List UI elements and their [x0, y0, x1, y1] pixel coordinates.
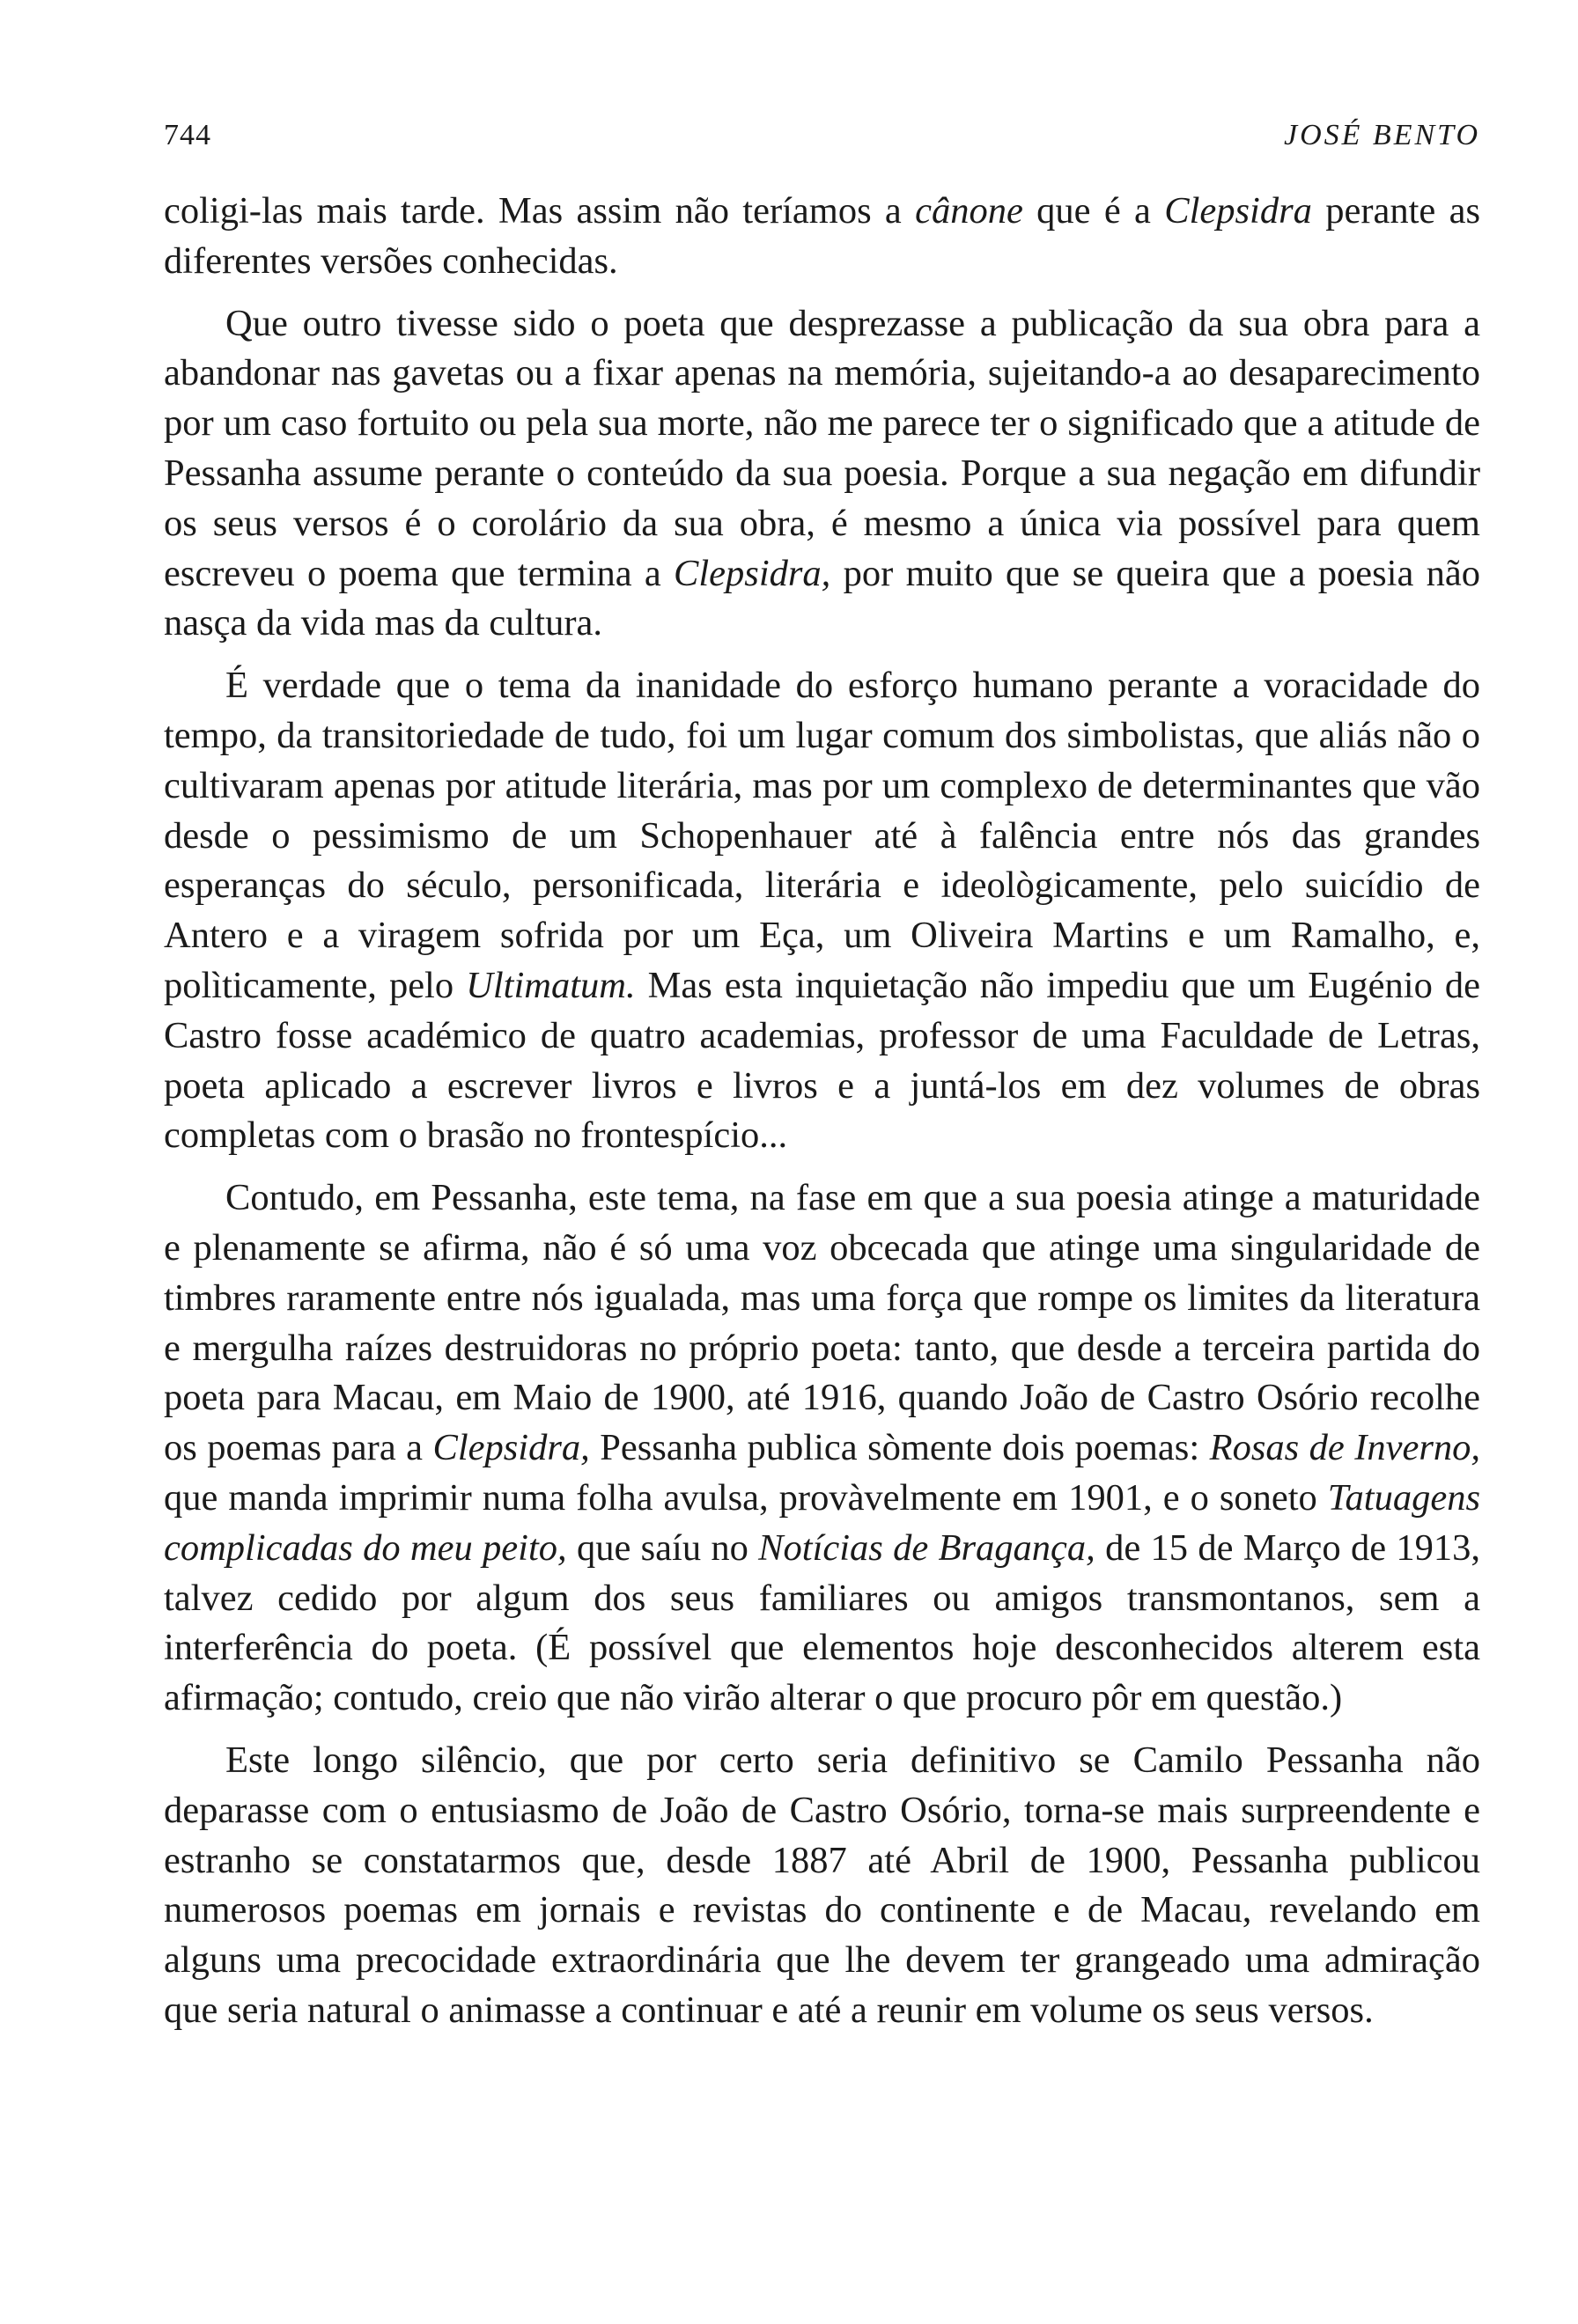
text-run: Este longo silêncio, que por certo seria definitivo se Camilo Pessanha não deparasse com o entusiasmo de João de Castro Osório, torna-se mais surpreendente e estranho se constatarmos que, desde 1887 até Abril de 1900, Pessanha publicou numerosos poemas em jornais e revistas do continente e de Macau, revelando em alguns uma precocidade extraordinária que lhe devem ter grangeado uma admiração que seria natural o animasse a continuar e até a reunir em volume os seus versos. — [164, 1739, 1480, 2031]
text-run: Pessanha publica sòmente dois poemas: — [589, 1427, 1210, 1469]
page-number: 744 — [164, 119, 211, 151]
paragraph-1 — [164, 187, 1480, 287]
italic-title: Rosas de Inverno, — [1209, 1427, 1481, 1469]
italic-title: Notícias de Bragança, — [758, 1526, 1095, 1569]
text-run: por muito que se queira que a poesia não nasça da vida mas da cultura. — [164, 552, 1480, 644]
text-run: É verdade que o tema da inanidade do esforço humano perante a voracidade do tempo, da transitoriedade de tudo, foi um lugar comum dos simbolistas, que aliás não o cultivaram apenas por atitude literária, mas por um complexo de determinantes que vão desde o pessimismo de um Schopenhauer até à falência entre nós das grandes esperanças do século, personificada, literária e ideològicamente, pelo suicídio de Antero e a viragem sofrida por um Eça, um Oliveira Martins e um Ramalho, e, polìticamente, pelo — [164, 665, 1480, 1006]
italic-title: Clepsidra, — [432, 1427, 590, 1469]
text-run: Que outro tivesse sido o poeta que desprezasse a publicação da sua obra para a abandonar nas gavetas ou a fixar apenas na memória, sujeitando-a ao desaparecimento por um caso fortuito ou pela sua morte, não me parece ter o significado que a atitude de Pessanha assume perante o conteúdo da sua poesia. Porque a sua negação em difundir os seus versos é o corolário da sua obra, é mesmo a única via possível para quem escreveu o poema que termina a — [164, 302, 1480, 594]
paragraph-3 — [164, 661, 1480, 1161]
running-title: JOSÉ BENTO — [1284, 119, 1480, 151]
text-run: perante as diferentes versões conhecidas. — [164, 190, 1480, 282]
text-run: que é a — [1022, 190, 1165, 232]
paragraph-5 — [164, 1736, 1480, 2036]
text-run: Mas esta inquietação não impediu que um Eugénio de Castro fosse académico de quatro academias, professor de uma Faculdade de Letras, poeta aplicado a escrever livros e livros e a juntá-los em dez volumes de obras completas com o brasão no frontespício... — [164, 964, 1480, 1157]
text-run: de 15 de Março de 1913, talvez cedido por algum dos seus familiares ou amigos transmontanos, sem a interferência do poeta. (É possível que elementos hoje desconhecidos alterem esta afirmação; contudo, creio que não virão alterar o que procuro pôr em questão.) — [164, 1526, 1481, 1719]
italic-title: Clepsidra — [1164, 190, 1312, 232]
paragraph-4 — [164, 1173, 1480, 1724]
paragraph-2 — [164, 299, 1480, 650]
text-run: coligi-las mais tarde. Mas assim não teríamos a — [164, 190, 916, 232]
italic-title: Clepsidra, — [674, 552, 831, 594]
running-head — [164, 109, 1480, 162]
italic-title: Tatuagens complicadas do meu peito, — [164, 1476, 1480, 1569]
text-run: que saíu no — [566, 1526, 759, 1569]
italic-title: Ultimatum. — [466, 964, 636, 1006]
italic-term: cânone — [915, 190, 1023, 232]
text-run: que manda imprimir numa folha avulsa, provàvelmente em 1901, e o soneto — [164, 1476, 1328, 1519]
text-run: Contudo, em Pessanha, este tema, na fase em que a sua poesia atinge a maturidade e plenamente se afirma, não é só uma voz obcecada que atinge uma singularidade de timbres raramente entre nós igualada, mas uma força que rompe os limites da literatura e mergulha raízes destruidoras no próprio poeta: tanto, que desde a terceira partida do poeta para Macau, em Maio de 1900, até 1916, quando João de Castro Osório recolhe os poemas para a — [164, 1177, 1480, 1469]
body-text — [164, 187, 1480, 2036]
